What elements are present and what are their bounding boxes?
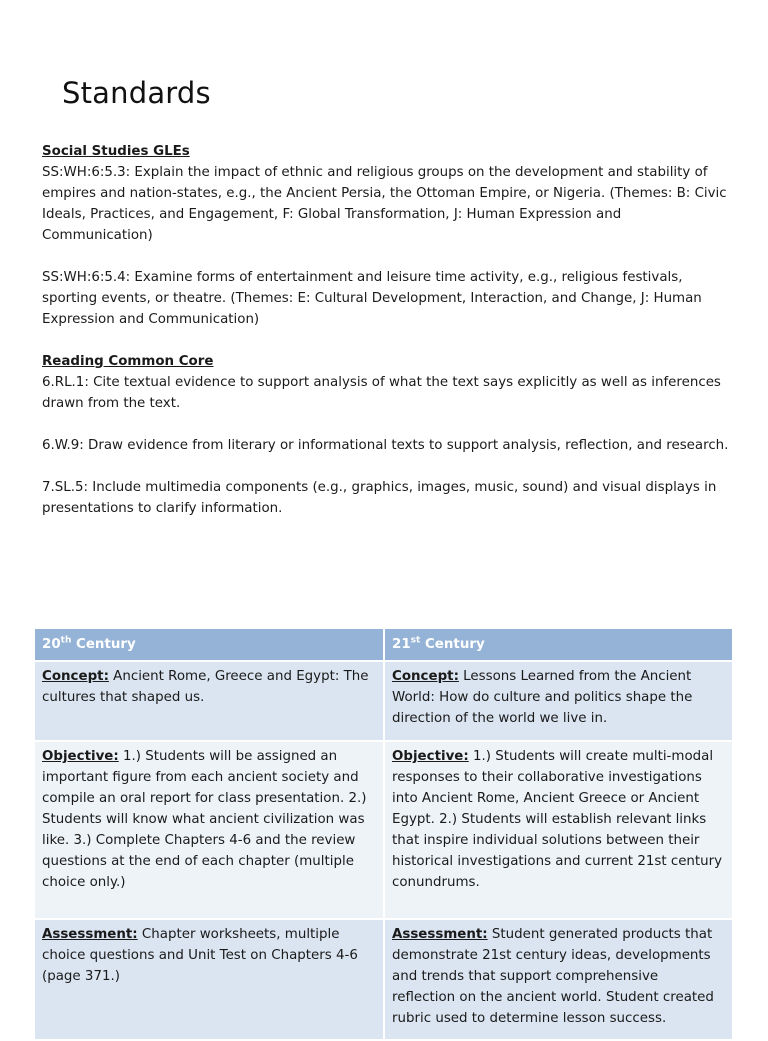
- concept-21st-cell: Concept: Lessons Learned from the Ancient World: How do culture and politics shape the direction of the world we live in.: [384, 661, 733, 741]
- header-20th-century: 20th Century: [35, 629, 384, 661]
- objective-20th-cell: Objective: 1.) Students will be assigned an important figure from each ancient society and compile an oral report for class presentation. 2.) Students will know what ancient civilization was like. 3.) Complete Chapters 4-6 and the review questions at the end of each chapter (multiple choice only.): [35, 741, 384, 919]
- social-studies-heading: Social Studies GLEs: [42, 144, 190, 159]
- table-row-concept: [35, 661, 733, 741]
- standard-7-sl-5: 7.SL.5: Include multimedia components (e.g., graphics, images, music, sound) and visual displays in presentations to clarify information.: [42, 480, 717, 516]
- century-comparison-table: [35, 629, 734, 1041]
- header-21st-century: 21st Century: [384, 629, 733, 661]
- standard-6-rl-1: 6.RL.1: Cite textual evidence to support analysis of what the text says explicitly as well as inferences drawn from the text.: [42, 375, 721, 411]
- standards-section: [42, 141, 732, 519]
- reading-common-core-heading: Reading Common Core: [42, 354, 214, 369]
- table-row-objective: [35, 741, 733, 919]
- standard-ss-5-4: SS:WH:6:5.4: Examine forms of entertainment and leisure time activity, e.g., religious festivals, sporting events, or theatre. (Themes: E: Cultural Development, Interaction, and Change, J: Human Expression and Communication): [42, 270, 702, 327]
- concept-20th-cell: Concept: Ancient Rome, Greece and Egypt: The cultures that shaped us.: [35, 661, 384, 741]
- page-title: Standards: [62, 76, 211, 110]
- objective-21st-cell: Objective: 1.) Students will create multi-modal responses to their collaborative investigations into Ancient Rome, Ancient Greece or Ancient Egypt. 2.) Students will establish relevant links that inspire individual solutions between their historical investigations and current 21st century conundrums.: [384, 741, 733, 919]
- assessment-20th-cell: Assessment: Chapter worksheets, multiple choice questions and Unit Test on Chapters 4-6 (page 371.): [35, 919, 384, 1040]
- standard-ss-5-3: SS:WH:6:5.3: Explain the impact of ethnic and religious groups on the development and stability of empires and nation-states, e.g., the Ancient Persia, the Ottoman Empire, or Nigeria. (Themes: B: Civic Ideals, Practices, and Engagement, F: Global Transformation, J: Human Expression and Communication): [42, 165, 727, 243]
- assessment-21st-cell: Assessment: Student generated products that demonstrate 21st century ideas, developments and trends that support comprehensive reflection on the ancient world. Student created rubric used to determine lesson success.: [384, 919, 733, 1040]
- table-row-assessment: [35, 919, 733, 1040]
- standard-6-w-9: 6.W.9: Draw evidence from literary or informational texts to support analysis, reflection, and research.: [42, 438, 729, 453]
